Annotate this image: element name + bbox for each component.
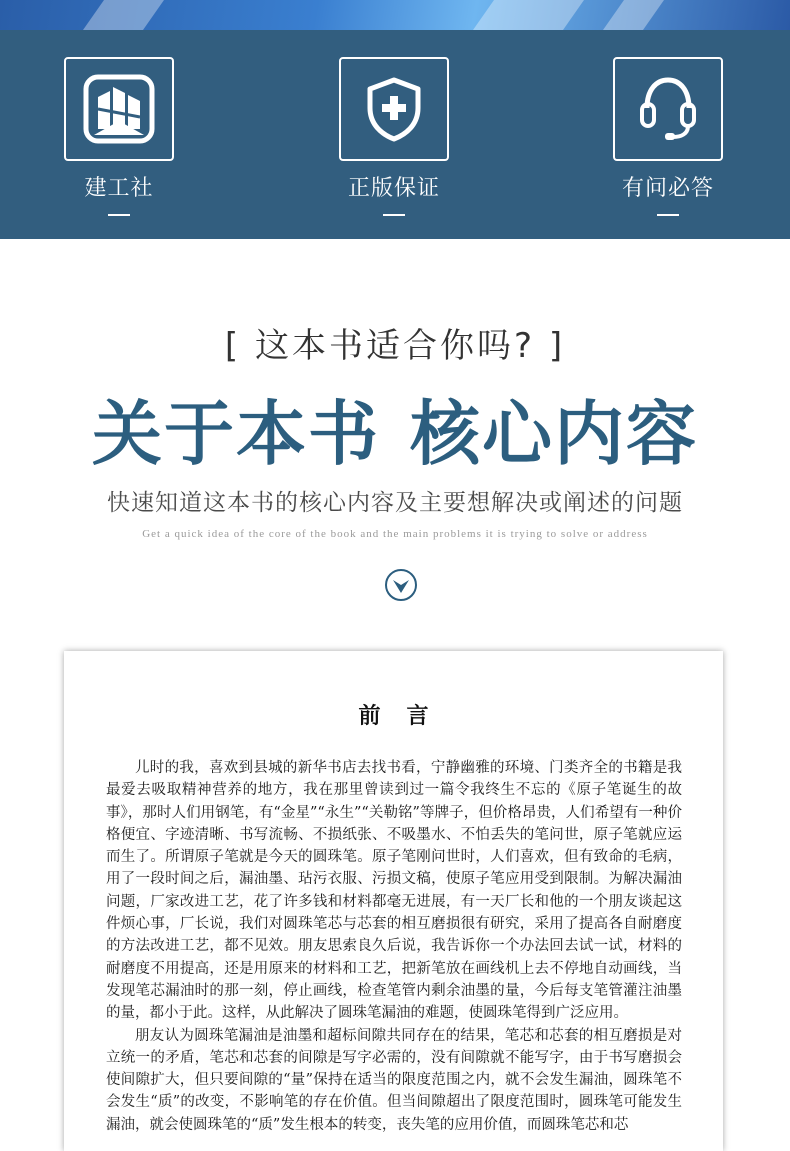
feature-underline xyxy=(657,214,679,216)
headline-part2: 核心内容 xyxy=(410,392,698,475)
feature-icon-box xyxy=(339,57,449,161)
feature-publisher[interactable] xyxy=(64,57,174,216)
section-subtitle: 快速知道这本书的核心内容及主要想解决或阐述的问题 xyxy=(107,490,683,516)
headline-part1: 关于本书 xyxy=(92,392,380,475)
feature-label: 建工社 xyxy=(84,176,154,201)
feature-icon-box xyxy=(64,57,174,161)
banner-stripe xyxy=(459,0,591,30)
feature-underline xyxy=(108,214,130,216)
chevron-down-circle-icon[interactable] xyxy=(384,568,418,602)
section-subtitle-en: Get a quick idea of the core of the book and the main problems it is trying to solve or address xyxy=(142,528,648,540)
feature-support[interactable] xyxy=(613,57,723,216)
bracket-right: ] xyxy=(548,326,566,366)
preface-title: 前言 xyxy=(358,703,455,729)
feature-authentic[interactable] xyxy=(339,57,449,216)
section-question xyxy=(0,318,790,367)
banner-stripe xyxy=(589,0,671,30)
top-banner-strip xyxy=(0,0,790,30)
feature-underline xyxy=(383,214,405,216)
shield-plus-icon xyxy=(364,76,424,142)
headset-icon xyxy=(637,74,699,144)
question-text: 这本书适合你吗? xyxy=(254,326,536,366)
feature-band xyxy=(0,30,790,239)
section-headline xyxy=(0,378,790,479)
preface-paragraph: 朋友认为圆珠笔漏油是油墨和超标间隙共同存在的结果，笔芯和芯套的相互磨损是对立统一的矛盾，笔芯和芯套的间隙是写字必需的，没有间隙就不能写字，由于书写磨损会使间隙扩大，但只要间隙的“量”保持在适当的限度范围之内，就不会发生漏油，圆珠笔不会发生“质”的改变，不影响笔的存在价值。但当间隙超出了限度范围时，圆珠笔可能发生漏油，就会使圆珠笔的“质”发生根本的转变，丧失笔的应用价值，而圆珠笔芯和芯 xyxy=(106,1027,682,1133)
feature-label: 正版保证 xyxy=(347,176,440,201)
bracket-left: [ xyxy=(224,326,242,366)
banner-stripe xyxy=(69,0,171,30)
preface-paragraph: 儿时的我，喜欢到县城的新华书店去找书看，宁静幽雅的环境、门类齐全的书籍是我最爱去吸取精神营养的地方，我在那里曾读到过一篇令我终生不忘的《原子笔诞生的故事》，那时人们用钢笔，有“金星”“永生”“关勒铭”等牌子，但价格昂贵，人们希望有一种价格便宜、字迹清晰、书写流畅、不损纸张、不吸墨水、不怕丢失的笔问世，原子笔就应运而生了。所谓原子笔就是今天的圆珠笔。原子笔刚问世时，人们喜欢，但有致命的毛病，用了一段时间之后，漏油墨、玷污衣服、污损文稿，使原子笔应用受到限制。为解决漏油问题，厂家改进工艺，花了许多钱和材料都毫无进展，有一天厂长和他的一个朋友谈起这件烦心事，厂长说，我们对圆珠笔芯与芯套的相互磨损很有研究，采用了提高各自耐磨度的方法改进工艺，都不见效。朋友思索良久后说，我告诉你一个办法回去试一试，材料的耐磨度不用提高，还是用原来的材料和工艺，把新笔放在画线机上去不停地自动画线，当发现笔芯漏油时的那一刻，停止画线，检查笔管内剩余油墨的量，今后每支笔管灌注油墨的量，都小于此。这样，从此解决了圆珠笔漏油的难题，使圆珠笔得到广泛应用。 xyxy=(106,760,682,1022)
preface-body xyxy=(106,757,682,1136)
preface-page xyxy=(64,651,723,1151)
feature-icon-box xyxy=(613,57,723,161)
feature-label: 有问必答 xyxy=(621,176,714,201)
building-logo-icon xyxy=(82,73,156,145)
